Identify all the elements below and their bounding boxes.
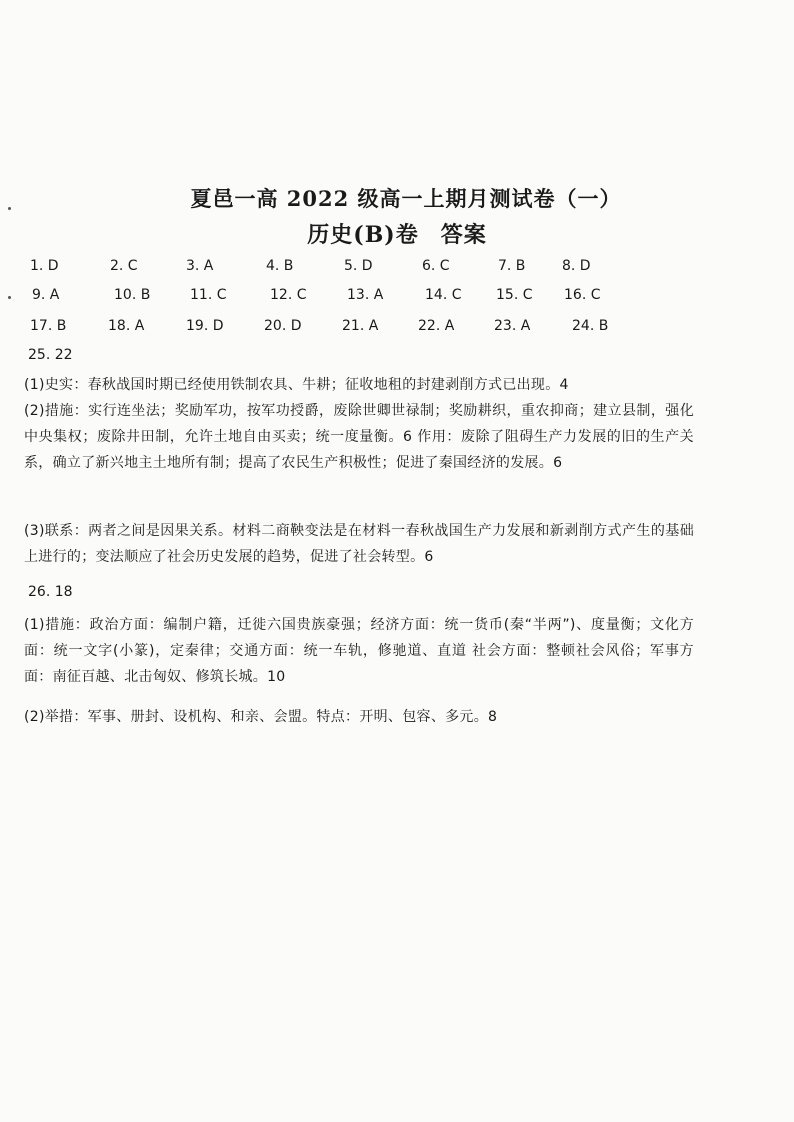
mc-answer: 6. C [422, 258, 450, 274]
mc-answer: 2. C [110, 258, 138, 274]
mc-answer: 21. A [342, 318, 379, 334]
mc-answer: 19. D [186, 318, 224, 334]
mc-answer: 17. B [30, 318, 67, 334]
mc-answer: 16. C [564, 287, 601, 303]
q25-header: 25. 22 [28, 347, 73, 363]
mc-answer: 10. B [114, 287, 151, 303]
q26-header: 26. 18 [28, 584, 73, 600]
mc-answer: 22. A [418, 318, 455, 334]
mc-answer: 12. C [270, 287, 307, 303]
q26-part2: (2)举措：军事、册封、设机构、和亲、会盟。特点：开明、包容、多元。8 [24, 709, 498, 725]
q25-part2: (2)措施：实行连坐法；奖励军功，按军功授爵，废除世卿世禄制；奖励耕织，重农抑商；建立县制，强化中央集权；废除井田制，允许土地自由买卖；统一度量衡。6 作用：废除了阻碍生产力发展的旧的生产关系，确立了新兴地主土地所有制；提高了农民生产积极性；促进了秦国经济的发展。6 [24, 403, 694, 471]
mc-answer: 7. B [498, 258, 526, 274]
mc-answer: 13. A [347, 287, 384, 303]
mc-answer: 20. D [264, 318, 302, 334]
q25-part1: (1)史实：春秋战国时期已经使用铁制农具、牛耕；征收地租的封建剥削方式已出现。4 [24, 377, 569, 393]
subject-label: 历史(B)卷 [307, 222, 419, 248]
mc-answer: 23. A [494, 318, 531, 334]
mc-answer: 5. D [344, 258, 373, 274]
mc-answer: 8. D [562, 258, 591, 274]
mc-answer: 9. A [32, 287, 60, 303]
mc-answer: 24. B [572, 318, 609, 334]
mc-answer: 11. C [190, 287, 227, 303]
mc-answer: 1. D [30, 258, 59, 274]
mc-answer: 15. C [496, 287, 533, 303]
scan-mark [8, 296, 11, 299]
q26-part1: (1)措施：政治方面：编制户籍，迁徙六国贵族豪强；经济方面：统一货币(秦“半两”)、度量衡；文化方面：统一文字(小篆)，定秦律；交通方面：统一车轨，修驰道、直道 社会方面：整顿社会风俗；军事方面：南征百越、北击匈奴、修筑长城。10 [24, 617, 694, 685]
document-title: 夏邑一高 2022 级高一上期月测试卷（一） [190, 186, 622, 211]
q25-part3: (3)联系：两者之间是因果关系。材料二商鞅变法是在材料一春秋战国生产力发展和新剥削方式产生的基础上进行的；变法顺应了社会历史发展的趋势，促进了社会转型。6 [24, 523, 694, 565]
document-subtitle [0, 218, 794, 249]
answer-label: 答案 [440, 222, 487, 248]
mc-answer: 14. C [425, 287, 462, 303]
mc-answer: 18. A [108, 318, 145, 334]
mc-answer: 4. B [266, 258, 294, 274]
mc-answer: 3. A [186, 258, 214, 274]
